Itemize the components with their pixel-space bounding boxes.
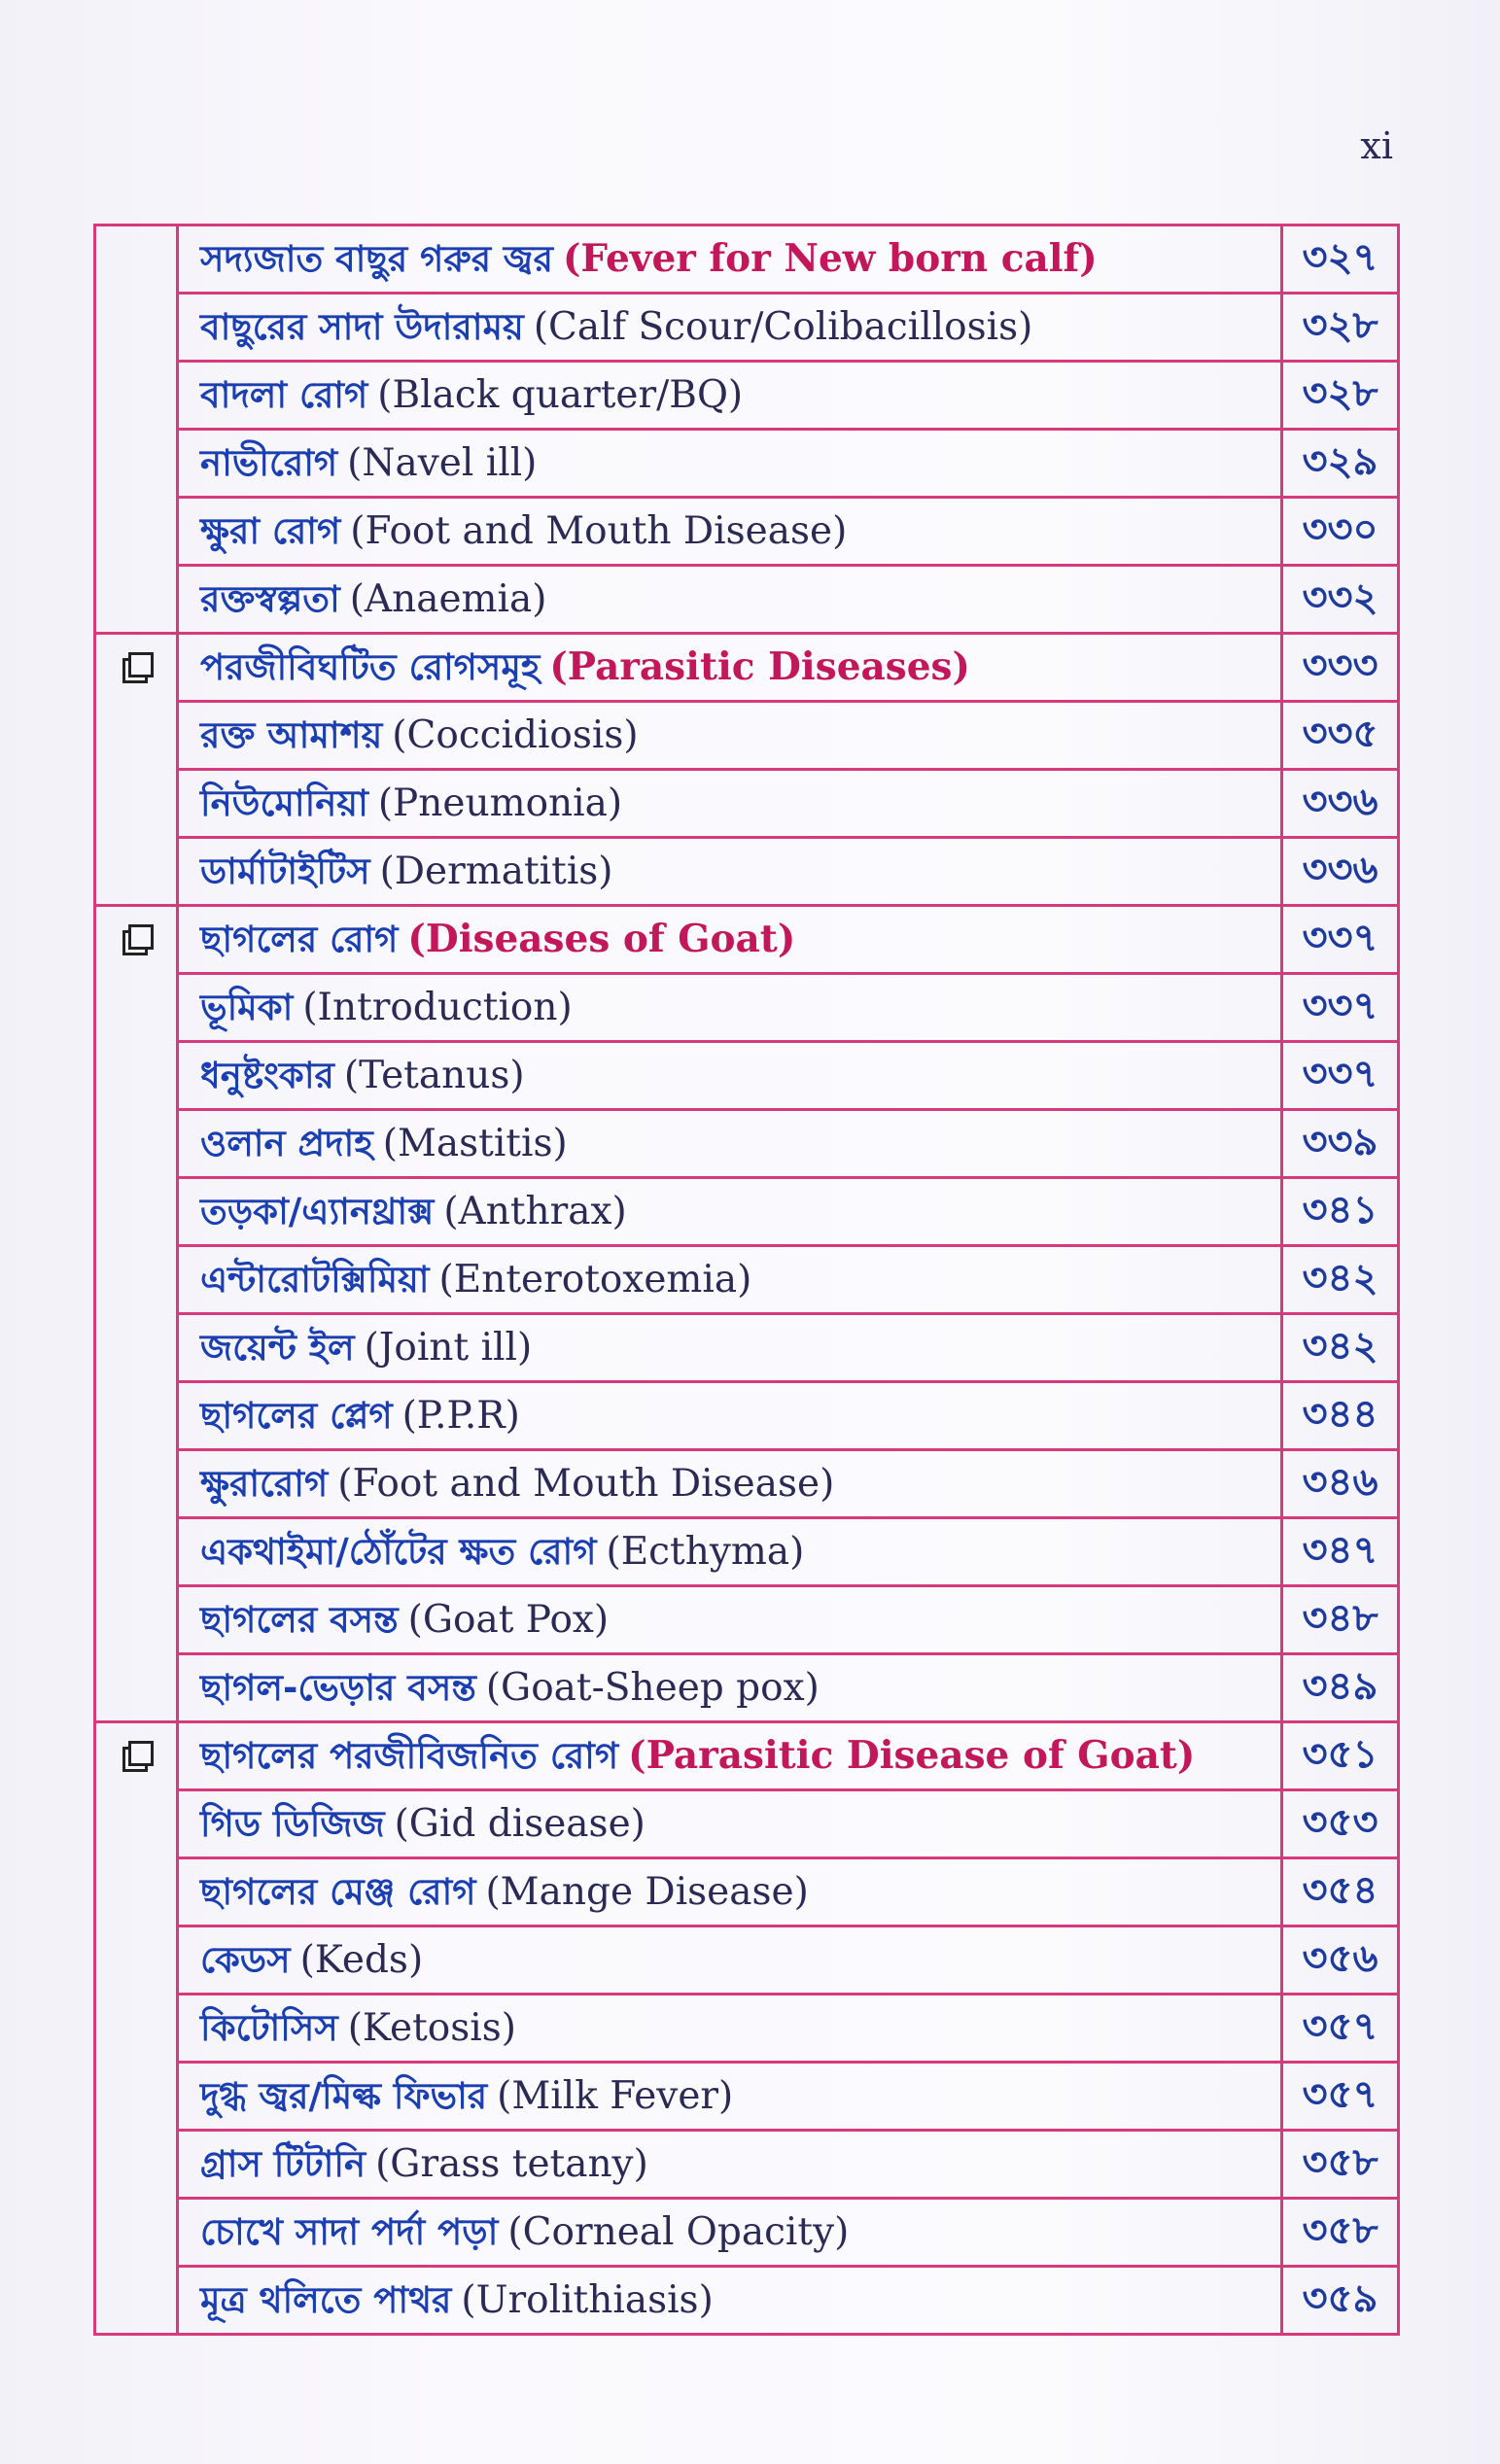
toc-entry-bengali: দুগ্ধ জ্বর/মিল্ক ফিভার xyxy=(200,2075,488,2117)
toc-entry-bengali: রক্ত আমাশয় xyxy=(200,714,383,756)
toc-entry-bengali: ধনুষ্টংকার xyxy=(200,1055,334,1096)
toc-entry-bengali: রক্তস্বল্পতা xyxy=(200,578,340,620)
toc-marker-cell xyxy=(95,1246,178,1314)
section-copy-icon xyxy=(122,924,150,952)
toc-entry-bengali: ডার্মাটাইটিস xyxy=(200,850,370,892)
toc-entry-title xyxy=(178,2063,1282,2131)
toc-entry-title xyxy=(178,1314,1282,1382)
toc-entry-page-number: ৩৩৭ xyxy=(1282,974,1399,1042)
toc-entry-title xyxy=(178,498,1282,566)
toc-entry-title xyxy=(178,294,1282,362)
toc-marker-cell xyxy=(95,1110,178,1178)
toc-marker-cell xyxy=(95,974,178,1042)
toc-entry-title xyxy=(178,1654,1282,1722)
toc-entry-english: (Ecthyma) xyxy=(606,1530,805,1574)
toc-entry-title xyxy=(178,702,1282,770)
toc-entry-bengali: ছাগলের রোগ xyxy=(200,919,399,960)
page-number: xi xyxy=(1360,124,1393,167)
toc-entry-page-number: ৩৪৬ xyxy=(1282,1450,1399,1518)
toc-entry-english: (Anthrax) xyxy=(443,1190,627,1233)
toc-entry-english: (Mange Disease) xyxy=(485,1870,809,1914)
toc-marker-cell xyxy=(95,566,178,634)
toc-entry-english: (Gid disease) xyxy=(394,1802,645,1846)
toc-entry-title xyxy=(178,2267,1282,2335)
toc-marker-cell xyxy=(95,1926,178,1995)
toc-entry-page-number: ৩৫৩ xyxy=(1282,1790,1399,1858)
toc-entry-english: (Keds) xyxy=(299,1938,424,1982)
toc-entry-bengali: ক্ষুরারোগ xyxy=(200,1463,329,1505)
toc-row xyxy=(95,974,1399,1042)
toc-entry-page-number: ৩৩০ xyxy=(1282,498,1399,566)
toc-entry-bengali: পরজীবিঘটিত রোগসমূহ xyxy=(200,646,541,688)
toc-marker-cell xyxy=(95,2131,178,2199)
toc-row xyxy=(95,1314,1399,1382)
toc-entry-title xyxy=(178,1722,1282,1790)
toc-marker-cell xyxy=(95,2063,178,2131)
toc-marker-cell xyxy=(95,1790,178,1858)
toc-entry-page-number: ৩৪২ xyxy=(1282,1246,1399,1314)
toc-marker-cell xyxy=(95,2267,178,2335)
toc-row xyxy=(95,1995,1399,2063)
toc-section-row xyxy=(95,634,1399,702)
toc-entry-title xyxy=(178,1110,1282,1178)
toc-entry-title xyxy=(178,1790,1282,1858)
toc-entry-bengali: ক্ষুরা রোগ xyxy=(200,510,341,552)
toc-row xyxy=(95,362,1399,430)
toc-entry-english: (Dermatitis) xyxy=(379,850,613,893)
toc-marker-cell xyxy=(95,1042,178,1110)
toc-entry-bengali: বাদলা রোগ xyxy=(200,374,368,416)
toc-marker-cell xyxy=(95,1450,178,1518)
toc-marker-cell xyxy=(95,294,178,362)
toc-entry-title xyxy=(178,2199,1282,2267)
toc-entry-page-number: ৩৫৯ xyxy=(1282,2267,1399,2335)
toc-entry-page-number: ৩৩২ xyxy=(1282,566,1399,634)
toc-section-row xyxy=(95,906,1399,974)
toc-entry-bengali: মূত্র থলিতে পাথর xyxy=(200,2279,452,2321)
toc-entry-bengali: একথাইমা/ঠোঁটের ক্ষত রোগ xyxy=(200,1531,597,1573)
toc-entry-title xyxy=(178,1246,1282,1314)
toc-entry-page-number: ৩৩৭ xyxy=(1282,1042,1399,1110)
toc-entry-english: (Parasitic Disease of Goat) xyxy=(628,1733,1196,1778)
toc-marker-cell xyxy=(95,498,178,566)
toc-entry-english: (Navel ill) xyxy=(347,441,538,485)
toc-entry-bengali: এন্টারোটক্সিমিয়া xyxy=(200,1259,430,1301)
toc-entry-page-number: ৩৪২ xyxy=(1282,1314,1399,1382)
toc-row xyxy=(95,2267,1399,2335)
toc-entry-page-number: ৩৩৩ xyxy=(1282,634,1399,702)
toc-marker-cell xyxy=(95,906,178,974)
toc-row xyxy=(95,2199,1399,2267)
toc-entry-title xyxy=(178,634,1282,702)
toc-marker-cell xyxy=(95,362,178,430)
toc-entry-page-number: ৩৪৭ xyxy=(1282,1518,1399,1586)
toc-entry-title xyxy=(178,1178,1282,1246)
toc-entry-bengali: ছাগলের মেঞ্জ রোগ xyxy=(200,1871,476,1913)
toc-marker-cell xyxy=(95,770,178,838)
toc-entry-page-number: ৩৫৭ xyxy=(1282,2063,1399,2131)
toc-entry-english: (Fever for New born calf) xyxy=(562,236,1098,281)
toc-row xyxy=(95,1382,1399,1450)
toc-entry-title xyxy=(178,1450,1282,1518)
toc-row xyxy=(95,1790,1399,1858)
toc-row xyxy=(95,2063,1399,2131)
toc-entry-english: (Milk Fever) xyxy=(497,2074,734,2118)
toc-entry-title xyxy=(178,1518,1282,1586)
toc-entry-title xyxy=(178,1995,1282,2063)
toc-entry-page-number: ৩২৯ xyxy=(1282,430,1399,498)
toc-entry-page-number: ৩৫৪ xyxy=(1282,1858,1399,1926)
toc-entry-bengali: নাভীরোগ xyxy=(200,442,338,484)
toc-marker-cell xyxy=(95,1178,178,1246)
toc-entry-bengali: ছাগলের বসন্ত xyxy=(200,1599,399,1641)
toc-entry-page-number: ৩৫৮ xyxy=(1282,2199,1399,2267)
toc-row xyxy=(95,1246,1399,1314)
toc-entry-english: (Diseases of Goat) xyxy=(407,917,796,961)
toc-entry-bengali: কিটোসিস xyxy=(200,2007,338,2049)
toc-entry-page-number: ৩২৭ xyxy=(1282,226,1399,294)
toc-marker-cell xyxy=(95,702,178,770)
toc-entry-english: (Introduction) xyxy=(302,986,573,1029)
toc-entry-title xyxy=(178,362,1282,430)
toc-row xyxy=(95,770,1399,838)
toc-marker-cell xyxy=(95,1654,178,1722)
toc-entry-page-number: ৩৩৫ xyxy=(1282,702,1399,770)
toc-entry-page-number: ৩৩৬ xyxy=(1282,838,1399,906)
toc-marker-cell xyxy=(95,2199,178,2267)
toc-entry-english: (Foot and Mouth Disease) xyxy=(337,1462,835,1506)
toc-row xyxy=(95,702,1399,770)
toc-entry-page-number: ৩৪১ xyxy=(1282,1178,1399,1246)
table-of-contents xyxy=(93,224,1400,2336)
toc-entry-bengali: গ্রাস টিটানি xyxy=(200,2143,366,2185)
toc-entry-page-number: ৩৩৭ xyxy=(1282,906,1399,974)
toc-entry-title xyxy=(178,1858,1282,1926)
toc-row xyxy=(95,226,1399,294)
toc-entry-english: (Goat Pox) xyxy=(407,1598,610,1642)
toc-entry-english: (Coccidiosis) xyxy=(392,713,639,757)
toc-entry-page-number: ৩৫৬ xyxy=(1282,1926,1399,1995)
toc-entry-bengali: ভূমিকা xyxy=(200,987,294,1028)
toc-row xyxy=(95,430,1399,498)
toc-entry-english: (Calf Scour/Colibacillosis) xyxy=(533,305,1033,349)
toc-entry-english: (Pneumonia) xyxy=(377,781,623,825)
toc-entry-page-number: ৩২৮ xyxy=(1282,294,1399,362)
toc-entry-title xyxy=(178,974,1282,1042)
toc-marker-cell xyxy=(95,430,178,498)
toc-marker-cell xyxy=(95,634,178,702)
toc-entry-bengali: জয়েন্ট ইল xyxy=(200,1327,355,1369)
toc-entry-english: (Ketosis) xyxy=(347,2006,516,2050)
toc-entry-page-number: ৩২৮ xyxy=(1282,362,1399,430)
toc-row xyxy=(95,1450,1399,1518)
toc-row xyxy=(95,838,1399,906)
toc-entry-bengali: ওলান প্রদাহ xyxy=(200,1123,373,1164)
toc-entry-bengali: বাছুরের সাদা উদারাময় xyxy=(200,306,524,348)
toc-entry-title xyxy=(178,1042,1282,1110)
toc-entry-page-number: ৩৩৬ xyxy=(1282,770,1399,838)
toc-entry-page-number: ৩৫৮ xyxy=(1282,2131,1399,2199)
toc-entry-english: (Tetanus) xyxy=(343,1054,525,1097)
toc-entry-page-number: ৩৩৯ xyxy=(1282,1110,1399,1178)
toc-entry-title xyxy=(178,2131,1282,2199)
toc-marker-cell xyxy=(95,1858,178,1926)
toc-entry-bengali: তড়কা/এ্যানথ্রাক্স xyxy=(200,1191,435,1232)
toc-row xyxy=(95,1518,1399,1586)
toc-row xyxy=(95,566,1399,634)
toc-entry-bengali: চোখে সাদা পর্দা পড়া xyxy=(200,2211,499,2253)
toc-entry-bengali: নিউমোনিয়া xyxy=(200,782,368,824)
toc-marker-cell xyxy=(95,1518,178,1586)
toc-entry-page-number: ৩৪৮ xyxy=(1282,1586,1399,1654)
toc-entry-english: (Joint ill) xyxy=(364,1326,533,1370)
toc-row xyxy=(95,294,1399,362)
toc-marker-cell xyxy=(95,1586,178,1654)
toc-entry-bengali: ছাগল-ভেড়ার বসন্ত xyxy=(200,1667,476,1709)
section-copy-icon xyxy=(122,1741,150,1768)
toc-entry-bengali: ছাগলের পরজীবিজনিত রোগ xyxy=(200,1735,619,1777)
toc-entry-bengali: সদ্যজাত বাছুর গরুর জ্বর xyxy=(200,238,553,280)
toc-marker-cell xyxy=(95,226,178,294)
toc-entry-english: (Grass tetany) xyxy=(375,2142,648,2186)
toc-entry-title xyxy=(178,838,1282,906)
toc-entry-english: (Mastitis) xyxy=(382,1122,568,1165)
toc-entry-title xyxy=(178,1586,1282,1654)
toc-entry-title xyxy=(178,566,1282,634)
toc-entry-title xyxy=(178,906,1282,974)
toc-marker-cell xyxy=(95,838,178,906)
toc-entry-page-number: ৩৪৯ xyxy=(1282,1654,1399,1722)
toc-marker-cell xyxy=(95,1722,178,1790)
toc-entry-english: (Goat-Sheep pox) xyxy=(485,1666,820,1710)
toc-entry-page-number: ৩৫৭ xyxy=(1282,1995,1399,2063)
toc-entry-english: (P.P.R) xyxy=(401,1394,520,1438)
toc-entry-bengali: কেডস xyxy=(200,1939,291,1981)
toc-row xyxy=(95,1110,1399,1178)
toc-entry-title xyxy=(178,430,1282,498)
toc-row xyxy=(95,498,1399,566)
toc-row xyxy=(95,1178,1399,1246)
toc-row xyxy=(95,1926,1399,1995)
toc-entry-title xyxy=(178,1926,1282,1995)
toc-entry-english: (Foot and Mouth Disease) xyxy=(350,509,848,553)
toc-entry-page-number: ৩৪৪ xyxy=(1282,1382,1399,1450)
toc-row xyxy=(95,1858,1399,1926)
toc-row xyxy=(95,1654,1399,1722)
toc-entry-title xyxy=(178,226,1282,294)
toc-section-row xyxy=(95,1722,1399,1790)
toc-entry-page-number: ৩৫১ xyxy=(1282,1722,1399,1790)
toc-row xyxy=(95,1586,1399,1654)
toc-entry-title xyxy=(178,1382,1282,1450)
toc-entry-english: (Parasitic Diseases) xyxy=(549,644,970,689)
toc-entry-english: (Corneal Opacity) xyxy=(507,2210,850,2254)
toc-entry-english: (Urolithiasis) xyxy=(461,2278,714,2322)
toc-entry-english: (Enterotoxemia) xyxy=(438,1258,752,1301)
toc-entry-bengali: ছাগলের প্লেগ xyxy=(200,1395,393,1437)
toc-entry-english: (Black quarter/BQ) xyxy=(377,373,744,417)
toc-marker-cell xyxy=(95,1382,178,1450)
section-copy-icon xyxy=(122,652,150,679)
toc-marker-cell xyxy=(95,1314,178,1382)
toc-row xyxy=(95,1042,1399,1110)
toc-entry-title xyxy=(178,770,1282,838)
toc-entry-english: (Anaemia) xyxy=(349,577,547,621)
toc-marker-cell xyxy=(95,1995,178,2063)
toc-body xyxy=(95,226,1399,2335)
toc-entry-bengali: গিড ডিজিজ xyxy=(200,1803,385,1845)
toc-row xyxy=(95,2131,1399,2199)
